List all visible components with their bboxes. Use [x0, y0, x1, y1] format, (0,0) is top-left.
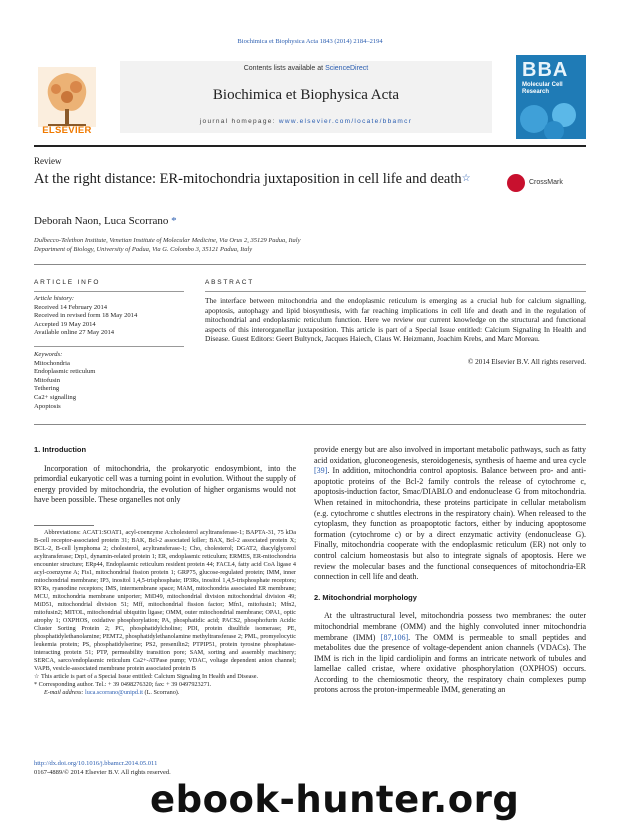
keyword: Apoptosis	[34, 402, 61, 410]
corresponding-text: Corresponding author. Tel.: + 39 0498276320; fax: + 39 0497923271.	[38, 681, 212, 688]
crossmark-label: CrossMark	[529, 179, 563, 186]
special-issue-footnote	[34, 673, 296, 681]
doi-block	[34, 760, 171, 777]
history-label: Article history:	[34, 295, 75, 302]
intro-heading: 1. Introduction	[34, 445, 87, 454]
article-title-text: At the right distance: ER-mitochondria juxtaposition in cell life and death	[34, 171, 462, 187]
apoptosis-text-a: provide energy but are also involved in important metabolic pathways, such as fatty acid oxidation, gluconeogenesis, steroidogenesis, synthesis of haeme and urea cycle	[314, 445, 586, 465]
keyword: Endoplasmic reticulum	[34, 368, 96, 376]
contents-line	[120, 65, 492, 72]
email-link[interactable]: luca.scorrano@unipd.it	[85, 689, 143, 696]
article-type: Review	[34, 156, 62, 166]
morphology-paragraph	[314, 611, 586, 696]
cover-title: BBA	[522, 59, 569, 81]
crossmark-icon	[507, 174, 525, 192]
corresponding-mark: *	[34, 681, 38, 688]
keywords-label: Keywords:	[34, 351, 63, 358]
keyword: Ca2+ signalling	[34, 393, 76, 401]
keyword: Mitofusin	[34, 376, 61, 384]
reference-39[interactable]: [39]	[314, 466, 328, 476]
intro-paragraph: Incorporation of mitochondria, the prokaryotic endosymbiont, into the primordial eukaryotic cell was a turning point in evolution. Without the supply of energy provided by mitochondria, the evolution of higher organisms would not have been possible. These organelles not only	[34, 463, 296, 505]
apoptosis-text-b: . In addition, mitochondria control apoptosis. Balance between pro- and anti-apoptotic proteins of the Bcl-2 family controls the release of cytochrome c, apoptosis-induction factor, Smac/DIABLO and endonuclease G from mitochondria. When retained in mitochondria, these proteins participate in cellular metabolism (e.g. cytochrome c shuttles electrons in the respiratory chain). When released to the cytoplasm, they function as proapoptotic factors, either by inducing apoptosome formation (cytochrome c) or by a direct enzymatic activity (endonuclease G). Finally, mitochondria cooperate with the endoplasmic reticulum (ER) not only to control calcium homeostasis but also to integrate signals of apoptosis. Here we review the molecular bases and the functional consequences of mitochondria-ER connection in cell life and death.	[314, 466, 586, 582]
keywords-block	[34, 351, 189, 411]
affiliation-1: Dulbecco-Telethon Institute, Venetian Institute of Molecular Medicine, Via Orus 2, 35129 Padua, Italy	[34, 237, 301, 244]
authors-text: Deborah Naon, Luca Scorrano	[34, 215, 169, 227]
homepage-link[interactable]: www.elsevier.com/locate/bbamcr	[278, 118, 413, 125]
morphology-text-b: . The OMM is permeable to small peptides and metabolites due the presence of voltage-dependent anion channels (VDACs). The IMM is rich in the lipid cardiolipin and forms an intricate network of tubules and lamellae called cristae, where oxidative phosphorylation (OXPHOS) occurs. According to the chemiosmotic theory, the respiratory chain complexes pump protons across the proton-impermeable IMM, generating an	[314, 632, 586, 695]
author-list	[34, 215, 177, 227]
title-footnote-mark[interactable]: ☆	[461, 173, 471, 184]
journal-header	[34, 53, 586, 141]
cover-subtitle: Molecular Cell Research	[522, 82, 563, 95]
article-info-rule	[34, 291, 184, 292]
history-received: Received 14 February 2014	[34, 303, 108, 311]
email-suffix: (L. Scorrano).	[142, 689, 180, 696]
crossmark-button[interactable]	[507, 172, 587, 198]
keyword: Mitochondria	[34, 359, 70, 367]
keywords-rule	[34, 346, 184, 347]
special-issue-text: This article is part of a Special Issue entitled: Calcium Signaling In Health and Disease.	[41, 673, 259, 680]
issn-copyright: 0167-4889/© 2014 Elsevier B.V. All rights reserved.	[34, 768, 171, 776]
contents-prefix: Contents lists available at	[243, 65, 326, 72]
morphology-heading: 2. Mitochondrial morphology	[314, 592, 417, 602]
cover-artwork	[516, 99, 586, 139]
article-info-heading: ARTICLE INFO	[34, 279, 101, 286]
right-column	[314, 445, 586, 696]
affiliation-2: Department of Biology, University of Padua, Via G. Colombo 3, 35121 Padua, Italy	[34, 246, 253, 253]
history-online: Available online 27 May 2014	[34, 329, 115, 337]
article-history	[34, 295, 189, 338]
footnote-rule	[34, 525, 94, 526]
history-revised: Received in revised form 18 May 2014	[34, 312, 138, 320]
keyword: Tethering	[34, 385, 60, 393]
apoptosis-paragraph	[314, 445, 586, 583]
doi-link[interactable]: http://dx.doi.org/10.1016/j.bbamcr.2014.05.011	[34, 760, 158, 767]
email-footnote	[34, 689, 296, 697]
footnotes	[34, 529, 296, 697]
email-label: E-mail address:	[44, 689, 86, 696]
corresponding-author-mark[interactable]: *	[171, 215, 177, 227]
journal-banner	[120, 61, 492, 133]
abstract-rule	[205, 291, 586, 292]
special-issue-mark: ☆	[34, 673, 40, 680]
abstract-heading: ABSTRACT	[205, 279, 255, 286]
abbreviations-footnote: Abbreviations: ACAT1:SOAT1, acyl-coenzyme A:cholesterol acyltransferase-1; BAPTA-31, 75 kDa B-cell receptor-associated protein 31; BAK, Bcl-2 associated killer; BAX, Bcl-2 associated protein X; BCL-2, B-cell lymphoma 2; cholesterol, acyltransferase-1; Cho, cholesterol; DGAT2, diacylglycerol acyltransferase; Drp1, dynamin-related protein 1; ER, endoplasmic reticulum; ERMES, ER-mitochondria encounter structure; ERp44, Endoplasmic reticulum resident protein 44; FACL4, fatty acid CoA ligase 4 acyl-coenzyme A; Fis1, mitochondrial fission protein 1; GRP75, glucose-regulated protein; IMM, inner mitochondrial membrane; IP3, inositol 1,4,5-trisphosphate; IP3Rs, inositol 1,4,5-trisphosphate receptors; RYRs, ryanodine receptors; IMS, intermembrane space; MAM, mitochondria associated ER membrane; MCU, mitochondria membrane uniporter; MiD49, mitochondrial division mitochondrial division 49; MiD51, mitochondrial division 51; Mff, mitochondrial fission factor; Mfn1, mitofusin1; Mfn2, mitofusin2; MITOL, mitochondrial ubiquitin ligase; OMM, outer mitochondrial membrane; OPA1, optic atrophy 1; OXPHOS, oxidative phosphorylation; PA, phosphatidic acid; PACS2, phosphofurin Acidic Cluster Sorting Protein 2; PC, phosphatidylcholine; PDI, protein disulfide isomerase; PE, phosphatidylethanolamine; PEMT2, phosphatidylethanolamine methyltransferase 2; PML, promyelocytic leukemia protein; PS, phosphatidylserine; PS2, presenilin2; PTPIP51, protein tyrosine phosphatase-interacting protein 51; PTP, permeability transition pore; SAM, sorting and assembly machinery; SERCA, sarco/endoplasmic reticulum Ca2+-ATPase pump; VDAC, voltage dependent anion channel; VAPB, vesicle-associated membrane protein associated protein B	[34, 529, 296, 672]
front-matter-rule	[34, 264, 586, 265]
journal-homepage	[120, 118, 492, 125]
journal-citation[interactable]: Biochimica et Biophysica Acta 1843 (2014) 2184–2194	[237, 38, 383, 45]
corresponding-footnote	[34, 681, 296, 689]
homepage-prefix: journal homepage:	[199, 118, 279, 125]
history-accepted: Accepted 19 May 2014	[34, 320, 96, 328]
reference-87-106[interactable]: [87,106]	[380, 632, 409, 642]
journal-cover	[516, 55, 586, 139]
abstract-text: The interface between mitochondria and the endoplasmic reticulum is emerging as a crucial hub for calcium signalling, apoptosis, autophagy and lipid biosynthesis, with far reaching implications in cell life and death and in the regulation of mitochondrial and endoplasmic reticulum function. Here we review our current knowledge on the structural and functional aspects of this interorganellar juxtaposition. This article is part of a Special Issue entitled: Calcium Signaling In Health and Disease. Guest Editors: Geert Bultynck, Jacques Haiech, Claus W. Heizmann, Joachim Krebs, and Marc Moreau.	[205, 296, 586, 344]
abstract-bottom-rule	[34, 424, 586, 425]
left-column	[34, 445, 296, 506]
article-title	[34, 170, 474, 188]
morphology-text-a: At the ultrastructural level, mitochondria possess two membranes: the outer mitochondrial membrane (OMM) and the highly convoluted inner mitochondria membrane (IMM)	[314, 611, 586, 642]
header-rule	[34, 145, 586, 147]
watermark-text: ebook-hunter.org	[150, 778, 520, 821]
sciencedirect-link[interactable]: ScienceDirect	[325, 65, 369, 72]
journal-title: Biochimica et Biophysica Acta	[212, 87, 400, 103]
publisher-name: ELSEVIER	[42, 125, 92, 136]
abstract-copyright: © 2014 Elsevier B.V. All rights reserved.	[467, 358, 586, 366]
